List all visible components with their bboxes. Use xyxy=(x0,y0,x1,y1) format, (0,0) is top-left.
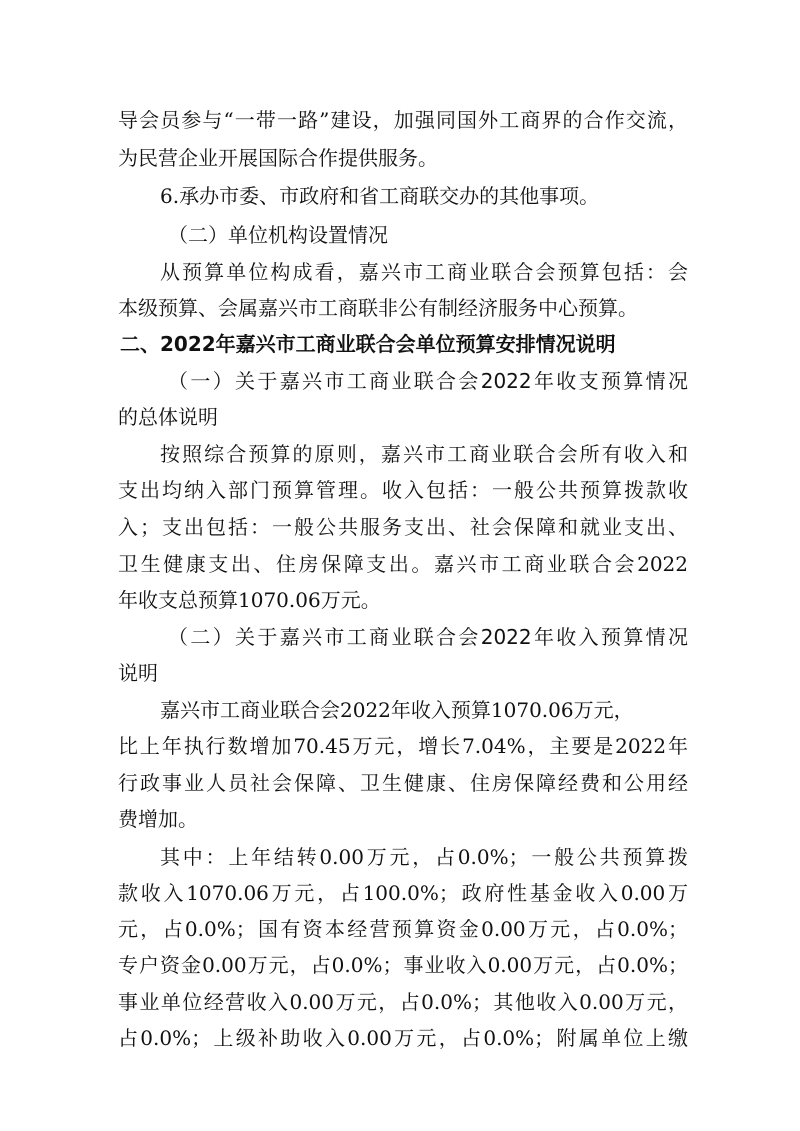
paragraph-line: 占0.0%；上级补助收入0.00万元，占0.0%；附属单位上缴 xyxy=(118,1026,688,1050)
paragraph-line: 其中：上年结转0.00万元，占0.0%；一般公共预算拨 xyxy=(160,845,688,869)
paragraph-line: 卫生健康支出、住房保障支出。嘉兴市工商业联合会2022 xyxy=(118,552,688,576)
paragraph-line: 入；支出包括：一般公共服务支出、社会保障和就业支出、 xyxy=(118,515,688,539)
section-subheading: （二）单位机构设置情况 xyxy=(168,223,388,247)
paragraph-line: 导会员参与“一带一路”建设，加强同国外工商界的合作交流， xyxy=(118,108,688,132)
paragraph-line: 支出均纳入部门预算管理。收入包括：一般公共预算拨款收 xyxy=(118,478,688,502)
section-subheading-continued: 说明 xyxy=(118,661,158,685)
paragraph-line: 6.承办市委、市政府和省工商联交办的其他事项。 xyxy=(160,184,600,208)
paragraph-line: 为民营企业开展国际合作提供服务。 xyxy=(118,146,438,170)
paragraph-line: 年收支总预算1070.06万元。 xyxy=(118,588,381,612)
section-subheading: （一）关于嘉兴市工商业联合会2022年收支预算情况 xyxy=(168,369,688,393)
section-subheading: （二）关于嘉兴市工商业联合会2022年收入预算情况 xyxy=(168,625,688,649)
paragraph-line: 专户资金0.00万元，占0.0%；事业收入0.00万元，占0.0%； xyxy=(118,953,688,977)
paragraph-line: 按照综合预算的原则，嘉兴市工商业联合会所有收入和 xyxy=(160,442,688,466)
paragraph-line: 比上年执行数增加70.45万元，增长7.04%，主要是2022年 xyxy=(118,734,688,758)
paragraph-line: 嘉兴市工商业联合会2022年收入预算1070.06万元， xyxy=(160,698,634,722)
paragraph-line: 本级预算、会属嘉兴市工商联非公有制经济服务中心预算。 xyxy=(118,296,638,320)
paragraph-line: 元，占0.0%；国有资本经营预算资金0.00万元，占0.0%； xyxy=(118,917,688,941)
paragraph-line: 事业单位经营收入0.00万元，占0.0%；其他收入0.00万元， xyxy=(118,990,688,1014)
section-heading: 二、2022年嘉兴市工商业联合会单位预算安排情况说明 xyxy=(120,332,616,356)
paragraph-line: 款收入1070.06万元，占100.0%；政府性基金收入0.00万 xyxy=(118,881,688,905)
paragraph-line: 从预算单位构成看，嘉兴市工商业联合会预算包括：会 xyxy=(160,260,688,284)
paragraph-line: 行政事业人员社会保障、卫生健康、住房保障经费和公用经 xyxy=(118,771,688,795)
paragraph-line: 费增加。 xyxy=(118,807,198,831)
section-subheading-continued: 的总体说明 xyxy=(118,405,218,429)
